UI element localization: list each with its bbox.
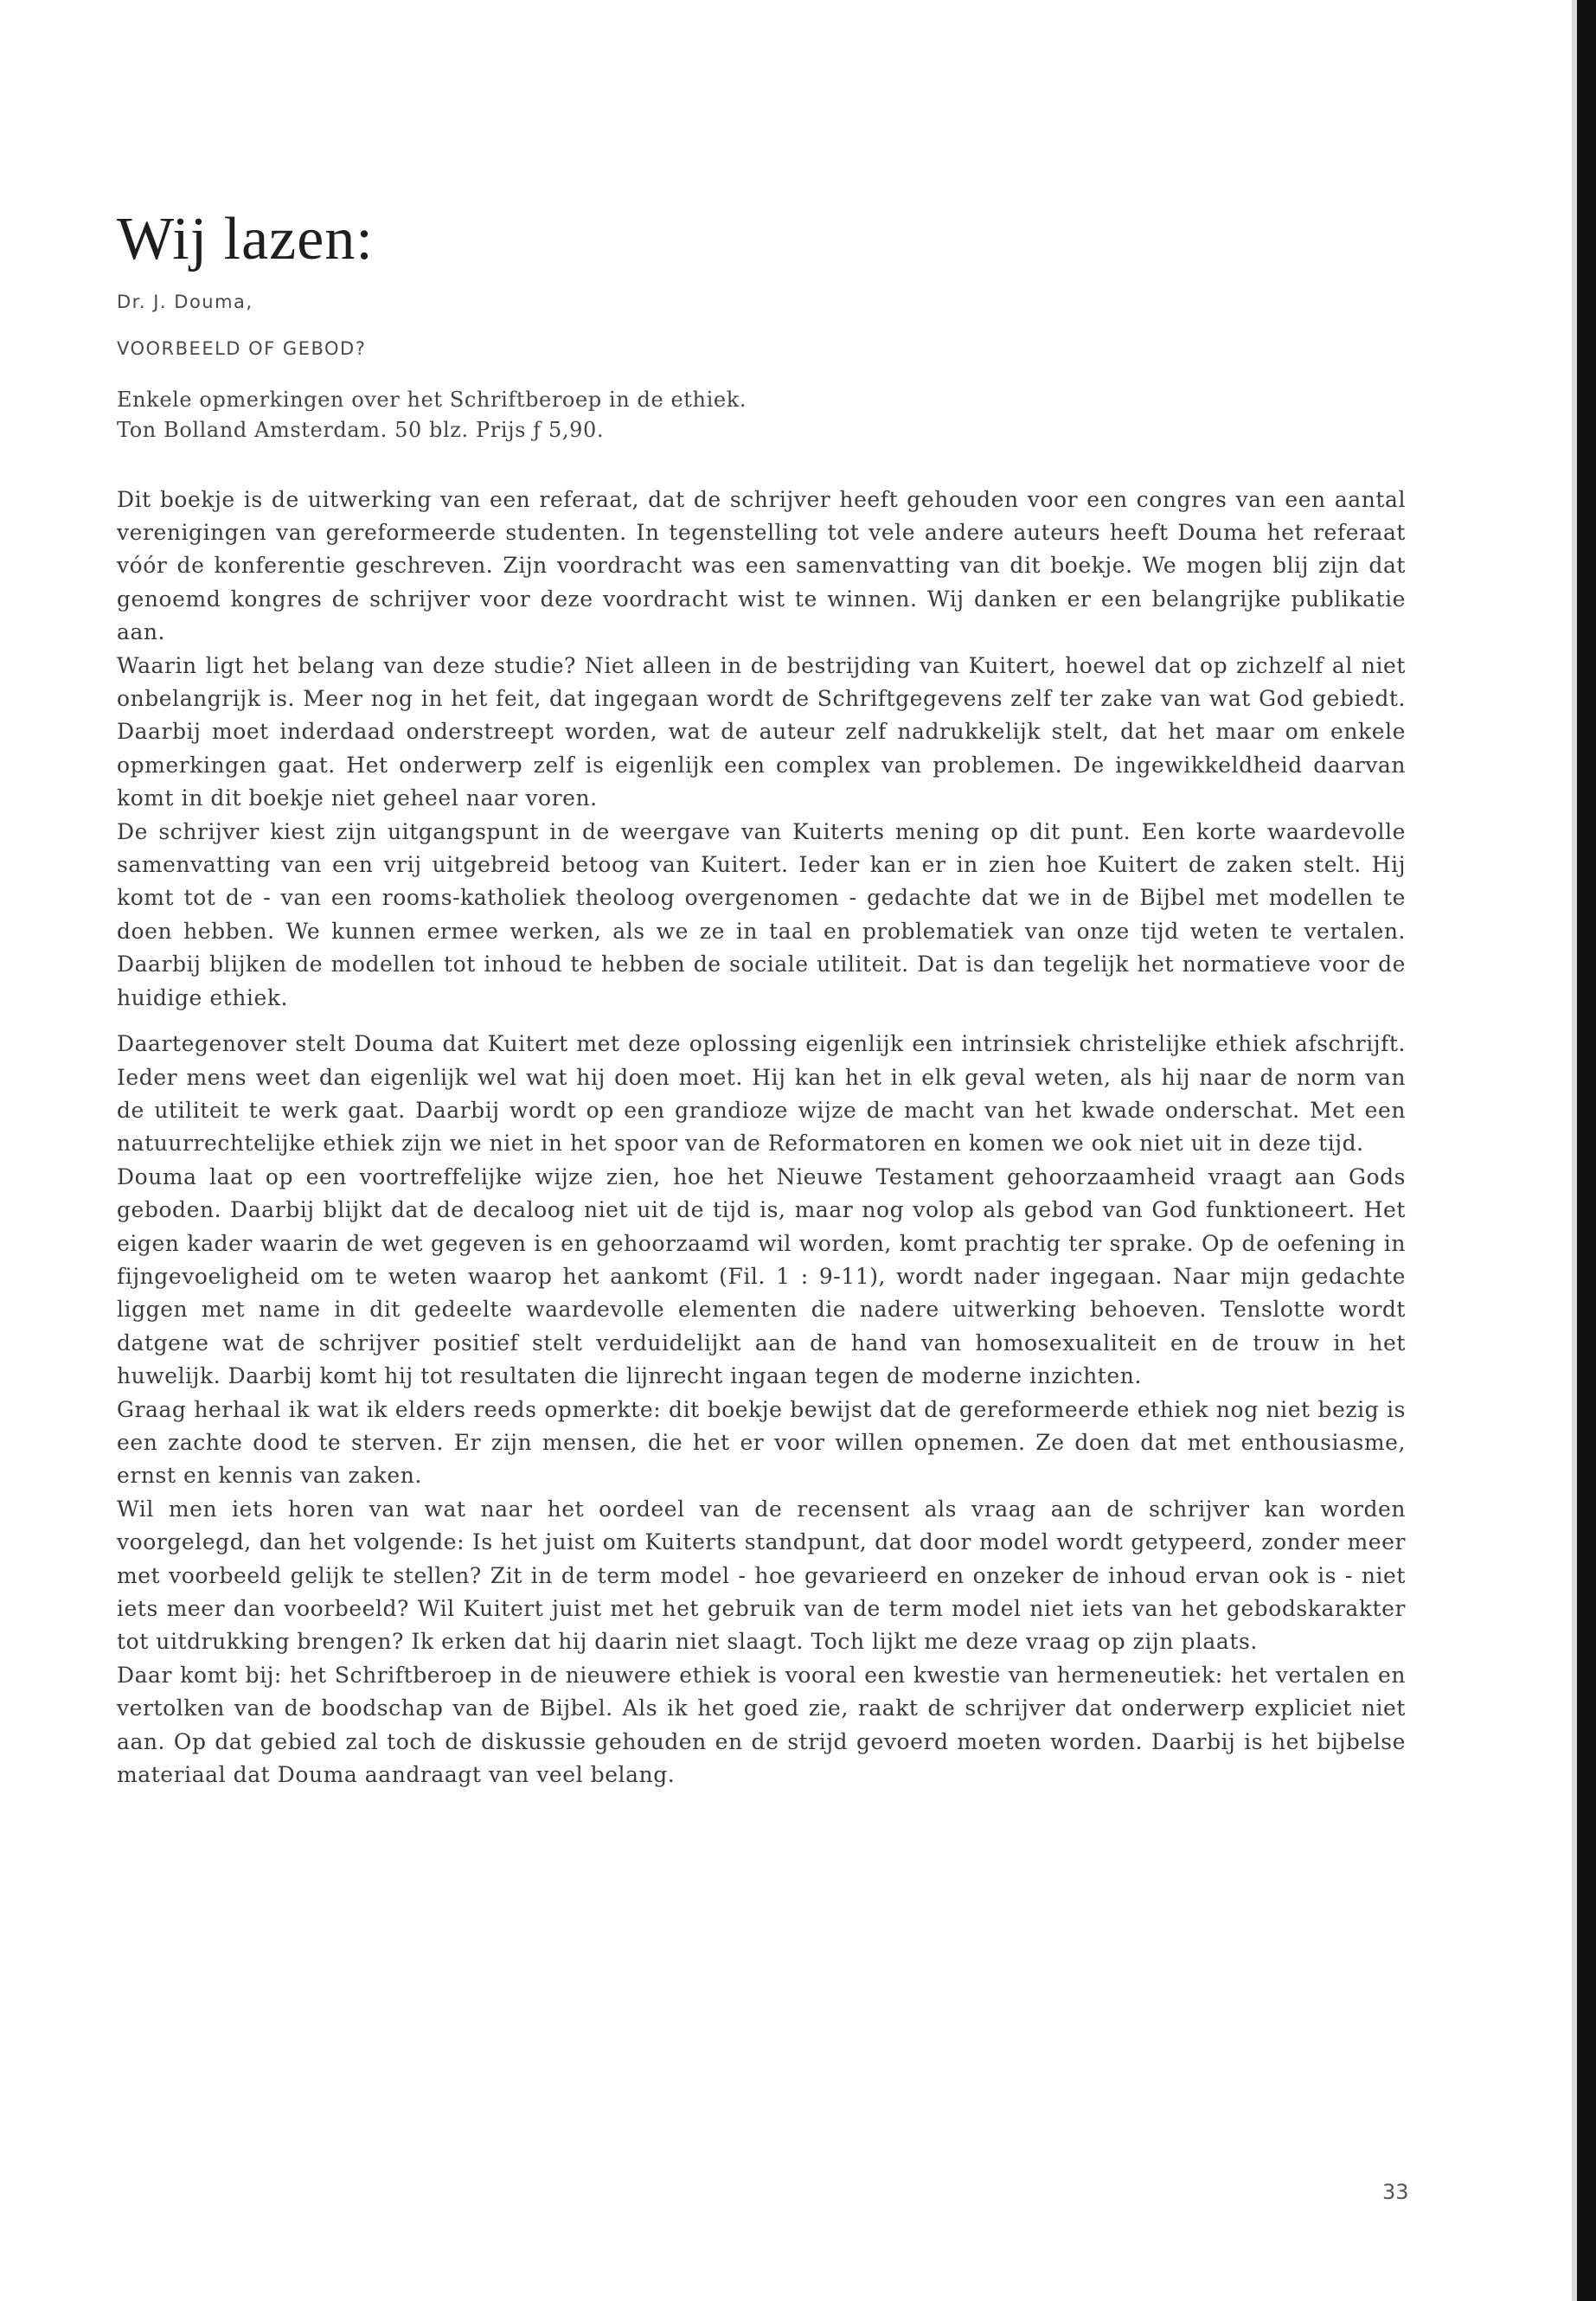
review-paragraph: Daartegenover stelt Douma dat Kuitert met deze oplossing eigenlijk een intrinsiek christelijke ethiek afschrijft. Ieder mens weet dan eigenlijk wel wat hij doen moet. Hij kan het in elk geval weten, als hij naar de norm van de utiliteit te werk gaat. Daarbij wordt op een grandioze wijze de macht van het kwade onderschat. Met een natuurrechtelijke ethiek zijn we niet in het spoor van de Reformatoren en komen we ook niet uit in deze tijd. xyxy=(117,1031,1406,1157)
article xyxy=(117,206,1414,1791)
book-title: VOORBEELD OF GEBOD? xyxy=(117,338,367,359)
review-paragraph: Graag herhaal ik wat ik elders reeds opmerkte: dit boekje bewijst dat de gereformeerde ethiek nog niet bezig is een zachte dood te sterven. Er zijn mensen, die het er voor willen opnemen. Ze doen dat met enthousiasme, ernst en kennis van zaken. xyxy=(117,1396,1406,1489)
section-heading: Wij lazen: xyxy=(117,206,374,272)
review-paragraph: Daar komt bij: het Schriftberoep in de nieuwere ethiek is vooral een kwestie van hermeneutiek: het vertalen en vertolken van de boodschap van de Bijbel. Als ik het goed zie, raakt de schrijver dat onderwerp expliciet niet aan. Op dat gebied zal toch de diskussie gehouden en de strijd gevoerd moeten worden. Daarbij is het bijbelse materiaal dat Douma aandraagt van veel belang. xyxy=(117,1662,1406,1788)
book-subtitle: Enkele opmerkingen over het Schriftberoep in de ethiek. xyxy=(117,388,747,412)
page-edge xyxy=(1577,0,1596,2301)
review-paragraph: De schrijver kiest zijn uitgangspunt in de weergave van Kuiterts mening op dit punt. Een korte waardevolle samenvatting van een vrij uitgebreid betoog van Kuitert. Ieder kan er in zien hoe Kuitert de zaken stelt. Hij komt tot de - van een rooms-katholiek theoloog overgenomen - gedachte dat we in de Bijbel met modellen te doen hebben. We kunnen ermee werken, als we ze in taal en problematiek van onze tijd weten te vertalen. Daarbij blijken de modellen tot inhoud te hebben de sociale utiliteit. Dat is dan tegelijk het normatieve voor de huidige ethiek. xyxy=(117,818,1406,1010)
page-number: 33 xyxy=(1382,2180,1409,2204)
review-body xyxy=(117,484,1406,1792)
book-author: Dr. J. Douma, xyxy=(117,292,253,312)
review-paragraph: Dit boekje is de uitwerking van een referaat, dat de schrijver heeft gehouden voor een congres van een aantal verenigingen van gereformeerde studenten. In tegenstelling tot vele andere auteurs heeft Douma het referaat vóór de konferentie geschreven. Zijn voordracht was een samenvatting van dit boekje. We mogen blij zijn dat genoemd kongres de schrijver voor deze voordracht wist te winnen. Wij danken er een belangrijke publikatie aan. xyxy=(117,486,1406,645)
review-paragraph: Douma laat op een voortreffelijke wijze zien, hoe het Nieuwe Testament gehoorzaamheid vraagt aan Gods geboden. Daarbij blijkt dat de decaloog niet uit de tijd is, maar nog volop als gebod van God funktioneert. Het eigen kader waarin de wet gegeven is en gehoorzaamd wil worden, komt prachtig ter sprake. Op de oefening in fijngevoeligheid om te weten waarop het aankomt (Fil. 1 : 9-11), wordt nader ingegaan. Naar mijn gedachte liggen met name in dit gedeelte waardevolle elementen die nadere uitwerking behoeven. Tenslotte wordt datgene wat de schrijver positief stelt verduidelijkt aan de hand van homosexualiteit en de trouw in het huwelijk. Daarbij komt hij tot resultaten die lijnrecht ingaan tegen de moderne inzichten. xyxy=(117,1163,1406,1389)
book-publication: Ton Bolland Amsterdam. 50 blz. Prijs ƒ 5,90. xyxy=(117,417,605,442)
review-paragraph: Wil men iets horen van wat naar het oordeel van de recensent als vraag aan de schrijver kan worden voorgelegd, dan het volgende: Is het juist om Kuiterts standpunt, dat door model wordt getypeerd, zonder meer met voorbeeld gelijk te stellen? Zit in de term model - hoe gevarieerd en onzeker de inhoud ervan ook is - niet iets meer dan voorbeeld? Wil Kuitert juist met het gebruik van de term model niet iets van het gebodskarakter tot uitdrukking brengen? Ik erken dat hij daarin niet slaagt. Toch lijkt me deze vraag op zijn plaats. xyxy=(117,1496,1406,1655)
review-paragraph: Waarin ligt het belang van deze studie? Niet alleen in de bestrijding van Kuitert, hoewel dat op zichzelf al niet onbelangrijk is. Meer nog in het feit, dat ingegaan wordt de Schriftgegevens zelf ter zake van wat God gebiedt. Daarbij moet inderdaad onderstreept worden, wat de auteur zelf nadrukkelijk stelt, dat het maar om enkele opmerkingen gaat. Het onderwerp zelf is eigenlijk een complex van problemen. De ingewikkeldheid daarvan komt in dit boekje niet geheel naar voren. xyxy=(117,652,1406,811)
